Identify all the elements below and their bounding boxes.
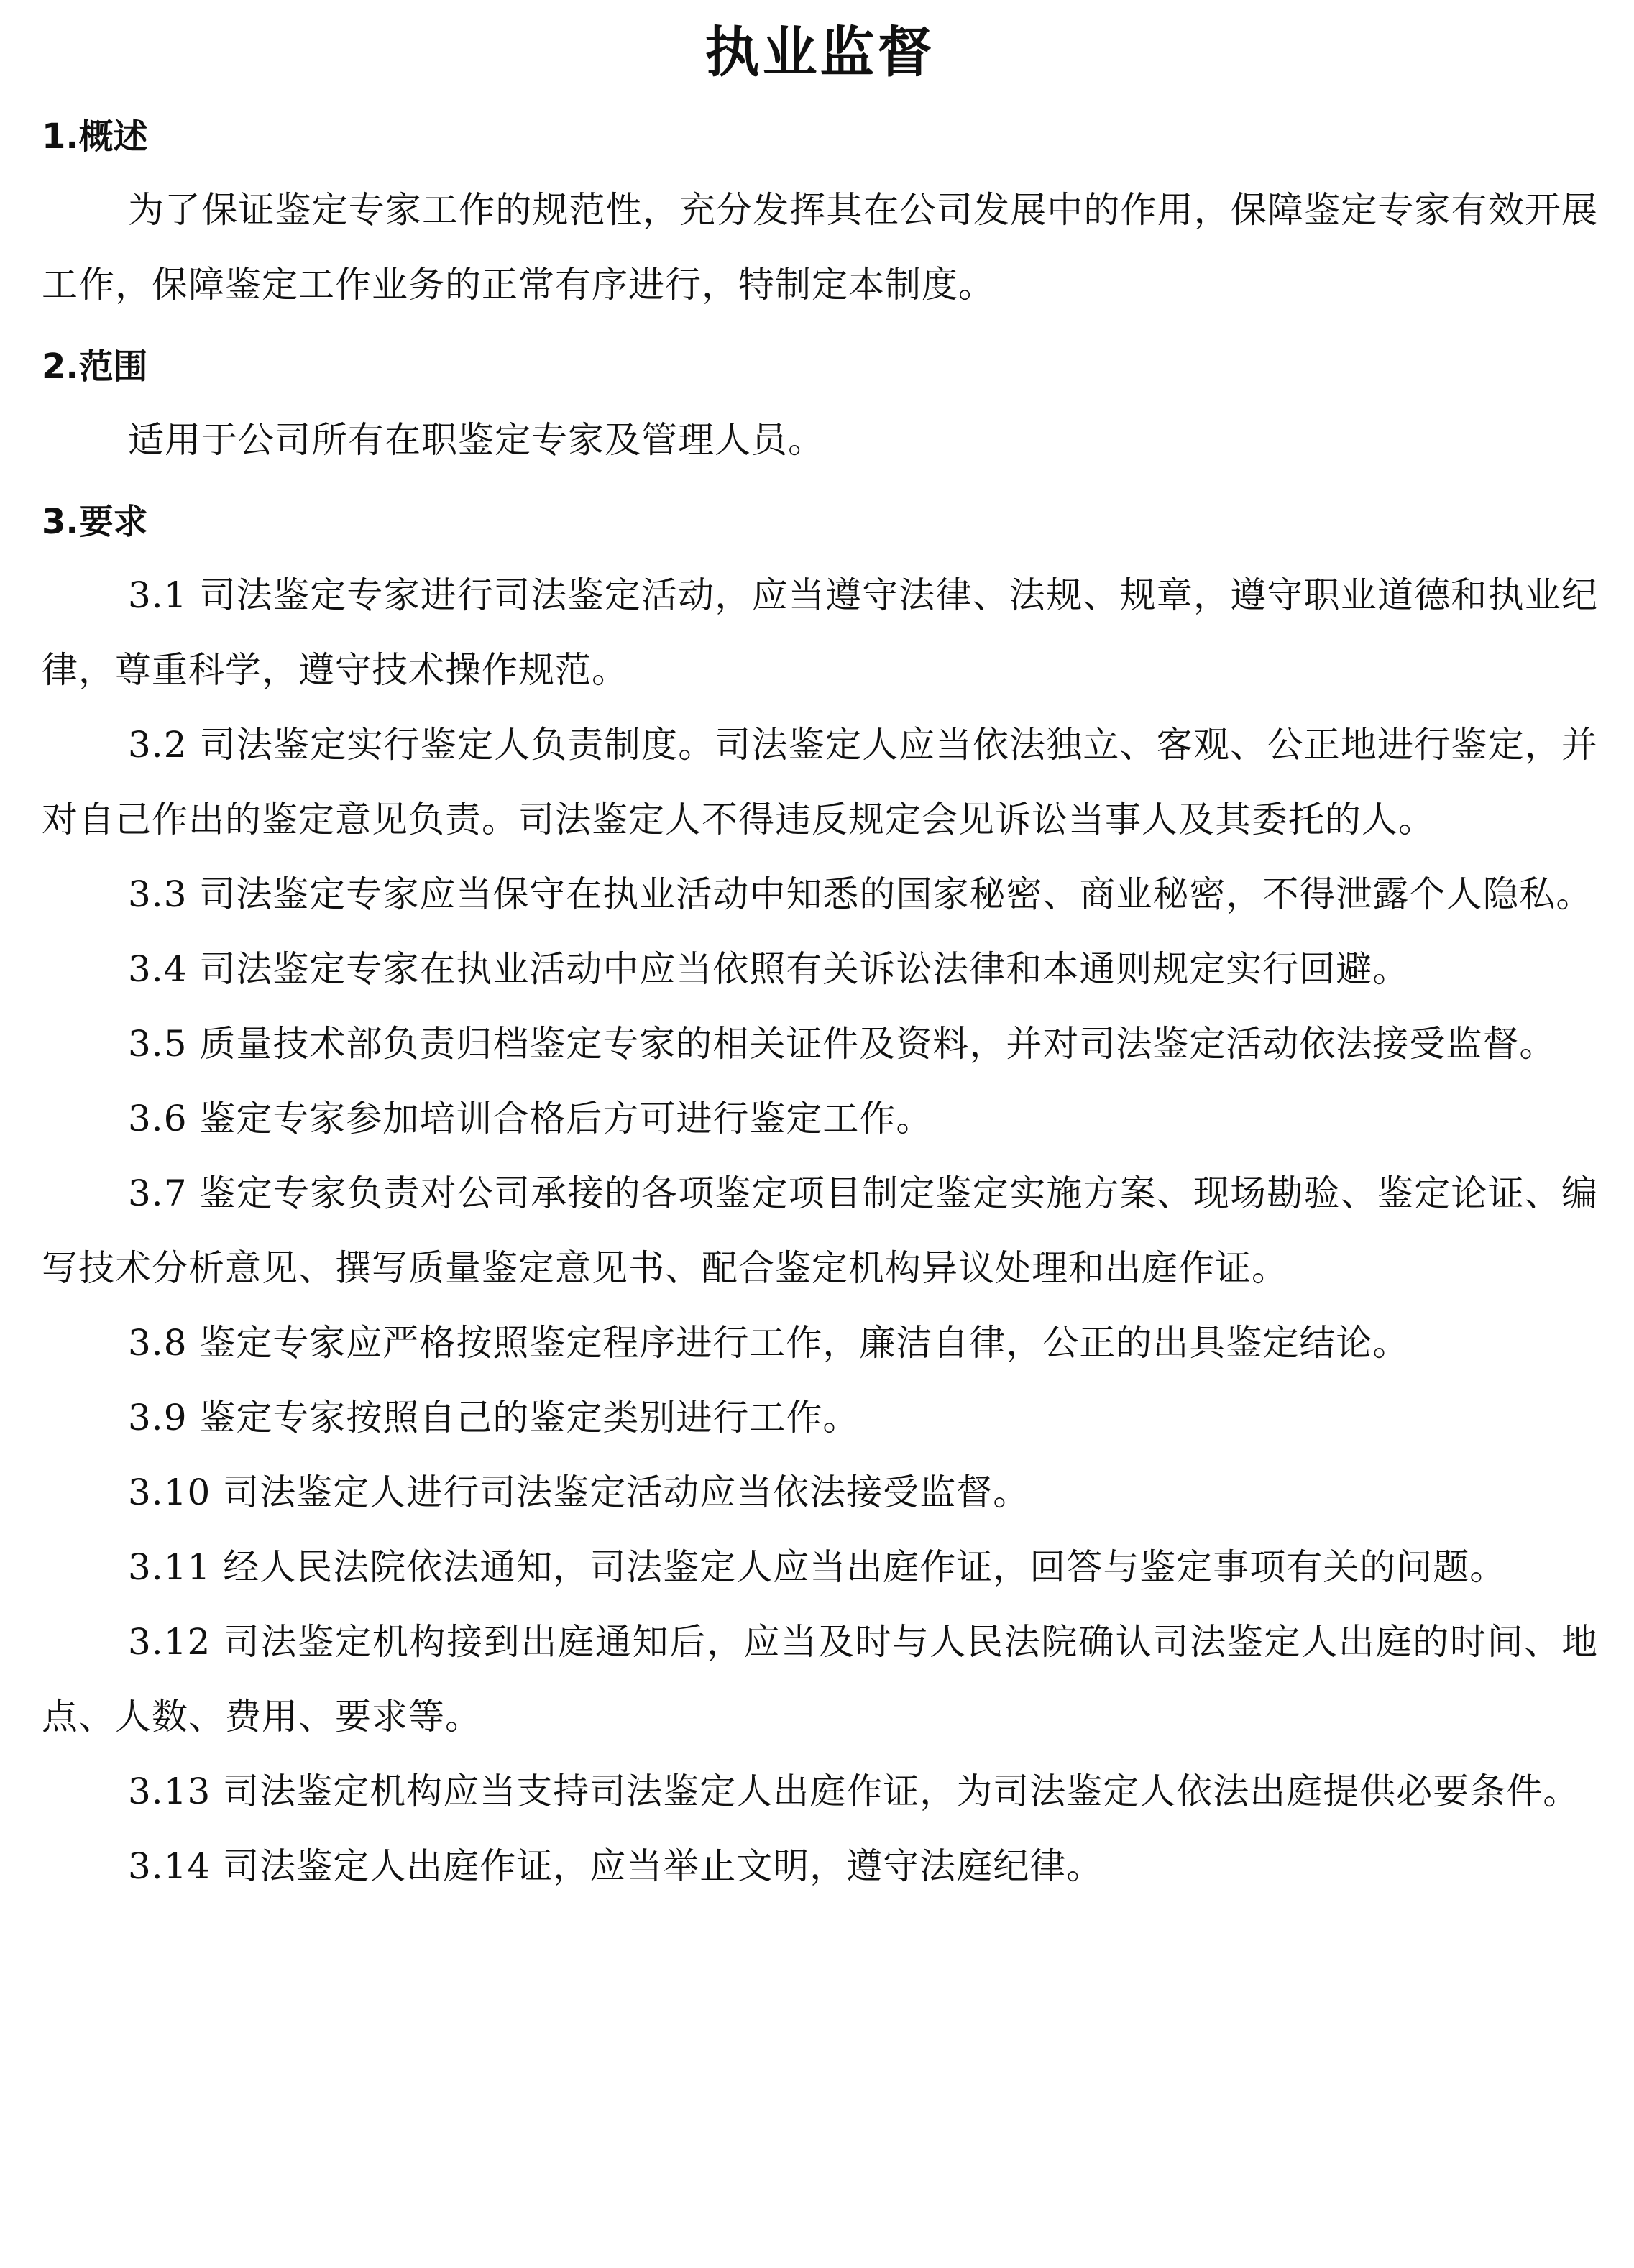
requirement-3-13: 3.13 司法鉴定机构应当支持司法鉴定人出庭作证，为司法鉴定人依法出庭提供必要条件。 (128, 1771, 1580, 1812)
scope-paragraph: 适用于公司所有在职鉴定专家及管理人员。 (128, 419, 825, 461)
requirement-3-1: 3.1 司法鉴定专家进行司法鉴定活动，应当遵守法律、法规、规章，遵守职业道德和执业纪律，尊重科学，遵守技术操作规范。 (42, 574, 1598, 691)
requirement-3-11: 3.11 经人民法院依法通知，司法鉴定人应当出庭作证，回答与鉴定事项有关的问题。 (128, 1546, 1507, 1588)
section-overview (42, 114, 1598, 322)
requirement-3-2: 3.2 司法鉴定实行鉴定人负责制度。司法鉴定人应当依法独立、客观、公正地进行鉴定，并对自己作出的鉴定意见负责。司法鉴定人不得违反规定会见诉讼当事人及其委托的人。 (42, 724, 1598, 840)
requirement-3-5: 3.5 质量技术部负责归档鉴定专家的相关证件及资料，并对司法鉴定活动依法接受监督。 (128, 1023, 1556, 1065)
requirement-3-12: 3.12 司法鉴定机构接到出庭通知后，应当及时与人民法院确认司法鉴定人出庭的时间、地点、人数、费用、要求等。 (42, 1621, 1598, 1737)
section-heading-requirements: 3.要求 (42, 502, 148, 542)
requirement-3-10: 3.10 司法鉴定人进行司法鉴定活动应当依法接受监督。 (128, 1472, 1030, 1513)
overview-paragraph: 为了保证鉴定专家工作的规范性，充分发挥其在公司发展中的作用，保障鉴定专家有效开展工作，保障鉴定工作业务的正常有序进行，特制定本制度。 (42, 189, 1598, 306)
section-heading-scope: 2.范围 (42, 346, 148, 387)
requirement-3-14: 3.14 司法鉴定人出庭作证，应当举止文明，遵守法庭纪律。 (128, 1845, 1103, 1887)
section-heading-overview: 1.概述 (42, 116, 148, 157)
requirement-3-8: 3.8 鉴定专家应严格按照鉴定程序进行工作，廉洁自律，公正的出具鉴定结论。 (128, 1322, 1410, 1364)
section-scope (42, 344, 1598, 477)
requirement-3-7: 3.7 鉴定专家负责对公司承接的各项鉴定项目制定鉴定实施方案、现场勘验、鉴定论证、编写技术分析意见、撰写质量鉴定意见书、配合鉴定机构异议处理和出庭作证。 (42, 1172, 1598, 1289)
document-title: 执业监督 (704, 20, 935, 84)
section-requirements (42, 499, 1598, 1904)
requirement-3-6: 3.6 鉴定专家参加培训合格后方可进行鉴定工作。 (128, 1098, 933, 1139)
requirement-3-3: 3.3 司法鉴定专家应当保守在执业活动中知悉的国家秘密、商业秘密，不得泄露个人隐私。 (128, 873, 1593, 915)
requirement-3-9: 3.9 鉴定专家按照自己的鉴定类别进行工作。 (128, 1397, 860, 1438)
requirement-3-4: 3.4 司法鉴定专家在执业活动中应当依照有关诉讼法律和本通则规定实行回避。 (128, 948, 1410, 990)
